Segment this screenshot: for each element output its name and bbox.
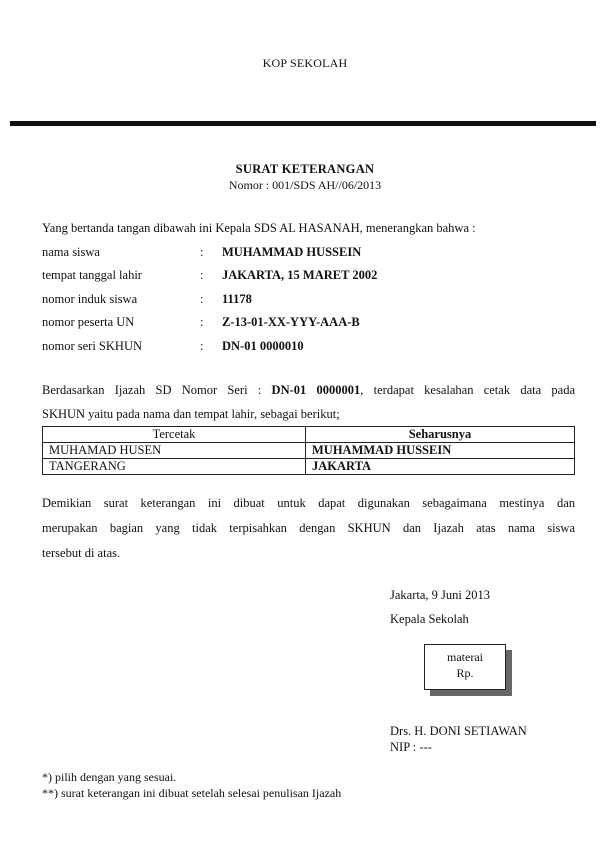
field-label-nis: nomor induk siswa xyxy=(42,292,138,306)
cell-tercetak: TANGERANG xyxy=(43,459,306,475)
intro-text: Yang bertanda tangan dibawah ini Kepala SDS AL HASANAH, menerangkan bahwa : xyxy=(42,221,476,235)
header-tercetak: Tercetak xyxy=(43,427,306,443)
field-label-ttl: tempat tanggal lahir xyxy=(42,268,142,282)
field-colon: : xyxy=(200,292,204,306)
stamp-amount: Rp. xyxy=(456,666,474,680)
table-header-row xyxy=(43,427,575,443)
field-colon: : xyxy=(200,315,204,329)
footnote-1: *) pilih dengan yang sesuai. xyxy=(42,770,177,784)
stamp-label: materai xyxy=(447,650,483,664)
footnote-2: **) surat keterangan ini dibuat setelah selesai penulisan Ijazah xyxy=(42,786,342,800)
field-value-nis: 11178 xyxy=(222,292,252,306)
field-value-ttl: JAKARTA, 15 MARET 2002 xyxy=(222,268,378,282)
table-row xyxy=(43,443,575,459)
paragraph-berdasarkan xyxy=(42,378,575,426)
paragraph-line: merupakan bagian yang tidak terpisahkan dengan SKHUN dan Ijazah atas nama siswa xyxy=(42,521,575,535)
text-segment: , terdapat kesalahan cetak data pada xyxy=(360,383,576,397)
cell-tercetak: MUHAMAD HUSEN xyxy=(43,443,306,459)
field-colon: : xyxy=(200,268,204,282)
paragraph-demikian xyxy=(42,491,575,566)
paragraph-line: tersebut di atas. xyxy=(42,546,121,560)
letterhead-divider xyxy=(10,121,596,126)
field-value-skhun: DN-01 0000010 xyxy=(222,339,304,353)
table-row xyxy=(43,459,575,475)
cell-seharusnya: MUHAMMAD HUSSEIN xyxy=(306,443,575,459)
field-label-skhun: nomor seri SKHUN xyxy=(42,339,142,353)
letterhead-placeholder: KOP SEKOLAH xyxy=(262,56,348,70)
paragraph-line xyxy=(42,378,575,402)
field-label-nama: nama siswa xyxy=(42,245,100,259)
signer-name: Drs. H. DONI SETIAWAN xyxy=(390,724,527,738)
paragraph-line: SKHUN yaitu pada nama dan tempat lahir, sebagai berikut; xyxy=(42,407,340,421)
header-seharusnya: Seharusnya xyxy=(306,427,575,443)
correction-table xyxy=(42,426,575,475)
cell-seharusnya: JAKARTA xyxy=(306,459,575,475)
letter-title: SURAT KETERANGAN xyxy=(235,162,375,176)
ijazah-serial: DN-01 0000001 xyxy=(271,383,361,397)
materai-stamp-box xyxy=(424,644,506,690)
paragraph-line: Demikian surat keterangan ini dibuat untuk dapat digunakan sebagaimana mestinya dan xyxy=(42,496,575,510)
text-segment: Berdasarkan Ijazah SD Nomor Seri : xyxy=(42,383,272,397)
field-value-peserta-un: Z-13-01-XX-YYY-AAA-B xyxy=(222,315,360,329)
letter-number: Nomor : 001/SDS AH//06/2013 xyxy=(228,178,382,192)
signer-nip: NIP : --- xyxy=(390,740,432,754)
signer-position: Kepala Sekolah xyxy=(390,612,469,626)
field-value-nama: MUHAMMAD HUSSEIN xyxy=(222,245,362,259)
field-colon: : xyxy=(200,339,204,353)
field-colon: : xyxy=(200,245,204,259)
place-date: Jakarta, 9 Juni 2013 xyxy=(390,588,490,602)
field-label-peserta-un: nomor peserta UN xyxy=(42,315,135,329)
